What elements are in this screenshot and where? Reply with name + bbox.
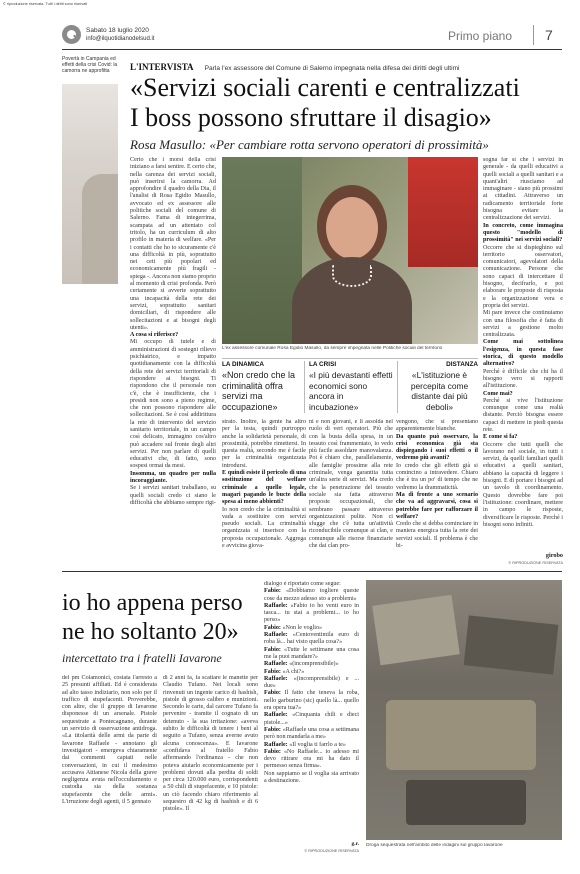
dialogue-speaker: Fabio:: [264, 646, 281, 653]
dialogue-speaker: Fabio:: [264, 690, 281, 697]
dialogue-speaker: Fabio:: [264, 588, 281, 595]
headline-line-2: I boss possono sfruttare il disagio»: [130, 103, 492, 132]
dialogue-text: «Tutte le settimane una cosa me la puoi mandare?»: [264, 646, 359, 660]
dialogue-speaker: Fabio:: [264, 726, 281, 733]
dialogue-text: Il fatto che teneva la roba, nello garburino (sic) quello là... quello era opera tua?»: [264, 690, 359, 712]
article-column-2: [222, 419, 306, 563]
pull-quote-text: «Non credo che la criminalità offra servizi ma occupazione»: [222, 370, 296, 412]
dialogue-line: [264, 669, 359, 676]
dialogue-text: «Dobbiamo togliere queste cose da mezzo adesso sto a problemi»: [264, 588, 359, 602]
dialogue: [264, 588, 359, 770]
dialogue-speaker: Raffaele:: [264, 712, 288, 719]
dialogue-text: «Non le voglio»: [282, 624, 323, 631]
question: Ma di fronte a uno scenario che va ad aggravarsi, cosa si potrebbe fare per rafforzare il welfare?: [396, 491, 478, 520]
pull-quote-label: LA DINAMICA: [222, 361, 265, 368]
dialogue-line: [264, 588, 359, 603]
dialogue-speaker: Raffaele:: [264, 661, 288, 668]
kicker: L'INTERVISTA: [130, 62, 194, 72]
dialogue-line: [264, 647, 359, 662]
second-column-2: [163, 675, 258, 840]
text-block: ni e non giovani, e li assolda nel ruolo di veri operatori. Più che con la busta della spesa, in un tessuto così frammentato, io vedo più facile assoldare manovalanza. Poi è chiaro che, parallelamente, alle famiglie prossime alla rete criminale, venga garantita tutta un'altra serie di servizi. Ma credo che la penetrazione del tessuto sociale sia fatta attraverso proposte occupazionali, che sembrano passare attraverso organizzazioni pulite. Non ci sfugge che c'è tutta un'attività riconducibile comunque ai clan, e comunque alle risorse finanziarie che dai clan pro-: [309, 419, 393, 550]
question: E quindi esiste il pericolo di una sostituzione del welfare criminale a quello legale, magari pagando le bucte della spesa ai meno abbienti?: [222, 470, 306, 506]
second-rights-notice: © RIPRODUZIONE RISERVATA: [304, 849, 359, 853]
article-column-4: [483, 157, 563, 552]
kicker-bar: [130, 55, 562, 72]
article-column-1: [130, 157, 216, 561]
dialogue-line: [264, 676, 359, 691]
dialogue-text: «Cinquanta chili e dieci pistole...»: [264, 712, 359, 726]
dialogue-line: [264, 690, 359, 712]
dialogue-text: «Fabio io ho venti euro in tasca... tu stai a problemi... io ho perso»: [264, 602, 359, 624]
dialogue-speaker: Fabio:: [264, 624, 281, 631]
second-column-3: [264, 581, 359, 840]
second-subheadline: intercettato tra i fratelli Iavarone: [62, 651, 222, 665]
dialogue-speaker: Fabio:: [264, 748, 281, 755]
question: Da quanto può osservare, la crisi economica già sta dispiegando i suoi effetti o il vedremo più avanti?: [396, 433, 478, 462]
second-photo: [366, 580, 562, 840]
text-block: di 2 anni fa, fa scattare le manette per Claudio Tufano. Nei locali sono rinvenuti un ingente carico di hashish, pistole di grosso calibro e munizioni. Secondo le carte, dal carcere Tufano fa pervenire - tramite il cognato di un detenuto - la sua irritazione: «aveva subito le difficoltà di tenere i beni al seguito a Tufano, senza averne avuto alcuna conoscenza». E Iavarone «confidava al fratello Fabio affermando l'ordinanza - che non poteva aiutarlo economicamente per i problemi dovuti alla perdita di soldi per circa 120.000 euro, corrispondenti a 50 chili di stupefacente, e 10 pistole: un ciò facendo chiaro riferimento al sequestro di 42 kg di hashish e di 6 pistole». Il: [163, 675, 258, 813]
text-block: Io credo che gli effetti già si comincino a intravedere. Chiaro che è tra un po' di tempo che ne vedremo la drammaticità.: [396, 462, 478, 491]
article-column-3: [309, 419, 393, 563]
dialogue-line: [264, 742, 359, 749]
question: Come mai sottolinea l'esigenza, in questa fase storica, di questo modello alternativo?: [483, 339, 563, 368]
text-block: Occorre che tutti quelli che lavorano nel sociale, in tutti i servizi, da quelli familiari quelli educativi a quelli sanitari, abbiano la capacità di leggere i bisogni. E di portare i bisogni ad un tavolo di coordinamento. Questo dovrebbe fare poi l'istituzione: coordinare, mettere in campo le risposte, diversificare le risposte. Perché i bisogni sono infiniti.: [483, 441, 563, 528]
pull-quote-text: «I più devastanti effetti economici sono ancora in incubazione»: [309, 370, 393, 412]
dialogue-speaker: Raffaele:: [264, 602, 288, 609]
section-separator: [62, 571, 562, 572]
pull-quote-divider: [397, 361, 398, 413]
headline: [130, 73, 570, 133]
page-number: 7: [545, 27, 553, 43]
second-photo-caption: Droga sequestrata nell'ambito delle indagini sul gruppo Iavarone: [366, 843, 503, 848]
header-rule: [62, 49, 562, 50]
second-headline-line-1: io ho appena perso: [62, 590, 243, 616]
text-block: strato. Inoltre, la gente ha altro per la testa, quindi purtroppo anche la solidarietà personale, di prossimità, potrebbe rimettersi. In questa realtà, secondo me è facile per la criminalità organizzata introdursi.: [222, 419, 306, 469]
text-block: Perché è difficile che chi ha il bisogno vero si rapporti all'istituzione.: [483, 368, 563, 390]
text-block: Occorre che si dispieghino sul territorio osservatori, comunicatori, agevolatori della comunicazione. Persone che sono capaci di intercettare il bisogno, decifrarlo, e poi elaborare le proposte di risposta e la organizzazione vera e propria dei servizi.: [483, 244, 563, 309]
text-block: Non sappiamo se il voglia sia arrivato a destinazione.: [264, 770, 359, 785]
text-block: sogna far sì che i servizi in generale - da quelli educativi a quelli sociali a quelli sanitari e a quant'altri riusciamo ad immaginare - siano più prossimi ai cittadini. Attraverso un radicamento territoriale forte bisogna evitare la centralizzazione dei servizi.: [483, 157, 563, 222]
dialogue-speaker: Raffaele:: [264, 675, 288, 682]
deck: Parla l'ex assessore del Comune di Salerno impegnata nella difesa dei diritti degli ultimi: [204, 65, 460, 72]
copyright-watermark: © riproduzione riservata. Tutti i diritti sono riservati: [3, 2, 88, 6]
newspaper-logo-icon: [62, 25, 81, 44]
signature: girobo: [545, 552, 563, 559]
pull-quote-dynamics: [222, 361, 300, 412]
dialogue-text: «Il voglia ti farrlo a te»: [289, 741, 346, 748]
subheadline: Rosa Masullo: «Per cambiare rotta servono operatori di prossimità»: [130, 137, 489, 152]
question: In concreto, come immagina questo "modello di prossimità" nei servizi sociali?: [483, 222, 563, 244]
dialogue-speaker: Raffaele:: [264, 741, 288, 748]
dialogue-line: [264, 625, 359, 632]
text-block: Io non credo che la criminalità si vada a sostituire con servizi pseudo sociali. La criminalità organizzata si inserisce con la proposta occupazionale. Aggrega e avvicina giova-: [222, 506, 306, 550]
section-name: Primo piano: [448, 29, 513, 43]
dialogue-text: «(incomprensibile) e ... due»: [264, 675, 359, 690]
pull-quote-divider: [304, 361, 305, 413]
main-photo: [222, 157, 478, 344]
text-block: dialogo è riportato come segue:: [264, 581, 341, 587]
text-block: Certo che i morsi della crisi iniziano a farsi sentire. E certo che, nella carenza dei servizi sociali, può inserirsi la camorra. Ad approfondire il quadro della Dia, il l'analisi di Rosa Egidio Masullo, avvocato ed ex assessore alle politiche sociali del comune di Salerno. Fama di integerrima, scampata ad un attentato col tritolo, ha un curriculum di alto profilo in materia di welfare. «Per i contatti che ho io sicuramente c'è una difficoltà in più, soprattutto nei ceti più popolari ed economicamente più fragili - spiega -. Ancora non siamo proprio al momento di crisi profonda. Però certamente si avverte soprattutto una incapacità della rete dei servizi, soprattutto sanitari domiciliari, di rispondere alle sollecitazioni e ai bisogni degli utenti».: [130, 157, 216, 331]
dialogue-speaker: Fabio:: [264, 668, 281, 675]
question: E come si fa?: [483, 434, 518, 441]
text-block: Perché si vive l'istituzione comunque come una realtà distante. Perciò bisogna essere capaci di mettere in piedi questa rete.: [483, 397, 563, 433]
dialogue-text: «A chi?»: [282, 668, 305, 675]
pull-quote-distance: [401, 361, 478, 412]
headline-line-1: «Servizi sociali carenti e centralizzati: [130, 73, 520, 102]
header-divider: [533, 25, 534, 45]
dialogue-speaker: Raffaele:: [264, 632, 288, 639]
pull-quote-text: «L'istituzione è percepita come distante dai più deboli»: [410, 370, 469, 412]
dialogue-text: «Centoventimila euro di roba là... hai visto quella cosa?»: [264, 632, 359, 646]
pull-quote-rule: [222, 358, 478, 359]
text-block: Mi pare invece che continuiamo con una filosofia che è fatta di servizi a gestione molto centralizzata.: [483, 310, 563, 339]
second-headline-line-2: ne ho soltanto 20»: [62, 619, 239, 645]
question: A cosa si riferisce?: [130, 332, 179, 339]
dialogue-line: [264, 661, 359, 668]
text-block: del pm Colamonici, costata l'arresto a 25 presunti affiliati. Ed è considerata ad alto tasso indiziario, non solo per il traffico di stupefacenti. Proverebbe, con altre, che il gruppo di Iavarone disponesse di un arsenale. Pistole sequestrate a Pontecagnano, durante un servizio di osservazione antidroga. «La titolarità delle armi da parte di Iavarone Raffaele - annotano gli investigatori - emergeva chiaramente dai commenti captati nelle conversazioni, in cui il medesimo accusava Attianese Nicola della grave negligenza avuta nell'occultamento e custodia sia della sostanza stupefacente che delle armi». L'irruzione degli agenti, il 5 gennaio: [62, 675, 157, 806]
text-block: Mi occupo di tutele e di amministrazioni di sostegni rilievo psichiatrico, e impatto quotidianamente con la difficoltà della rete dei servizi territoriali di rispondere ai bisogni. Ti rispondono che il personale non c'è, che è insufficiente, che i presidi non sono a pieno regime, che non possono rispondere alle sollecitazioni. Se è così addirittura la rete di intervento del servizio sanitario territoriale, in un campo così delicato, immagino cos'altro può accadere sul fronte degli altri servizi. Per non parlare di quelli educativi che, di fatto, sono sospesi ormai da mesi.: [130, 339, 216, 470]
dialogue-line: [264, 632, 359, 647]
second-headline: [62, 589, 262, 647]
dialogue-text: «Raffaele una cosa a settimana però non mandarla a me»: [264, 726, 359, 741]
article-column-3b: [396, 419, 478, 563]
dialogue-line: [264, 712, 359, 727]
photo-caption: L'ex assessore comunale Rosa Egidio Masullo, da sempre impegnata nelle Politiche sociali del territorio: [222, 346, 443, 351]
site-address: info@ilquotidianodelsud.it: [86, 36, 155, 42]
question: Come mai?: [483, 390, 513, 397]
text-block: vengono, che si presentano apparentemente bianche.: [396, 419, 478, 433]
dialogue-line: [264, 749, 359, 771]
question: Insomma, un quadro per nulla incoraggiante.: [130, 470, 216, 485]
second-signature: g.r.: [351, 841, 359, 847]
sidebar-photo: [62, 84, 118, 284]
pull-quote-label: DISTANZA: [446, 361, 478, 368]
pull-quote-crisis: [309, 361, 393, 412]
issue-date: Sabato 18 luglio 2020: [86, 27, 149, 34]
sidebar-note: Povertà in Campania ed effetti della crisi Covid: la camorra ne approfitta: [62, 56, 118, 74]
second-column-1: [62, 675, 157, 840]
dialogue-line: [264, 603, 359, 625]
text-block: Credo che si debba cominciare in maniera energica tutta la rete dei servizi sociali. Il problema è che bi-: [396, 521, 478, 550]
dialogue-text: «No Raffaele... io adesso mi devo ritirare ora mi ha dato il permesso senza firma».: [264, 748, 359, 770]
pull-quote-label: LA CRISI: [309, 361, 337, 368]
rights-notice: © RIPRODUZIONE RISERVATA: [508, 561, 563, 565]
dialogue-line: [264, 727, 359, 742]
dialogue-text: «(incomprensibile)»: [289, 661, 339, 668]
text-block: Se i servizi sanitari traballano, su quelli sociali credo ci siano le difficoltà che abbiamo sempre rigi-: [130, 485, 216, 506]
